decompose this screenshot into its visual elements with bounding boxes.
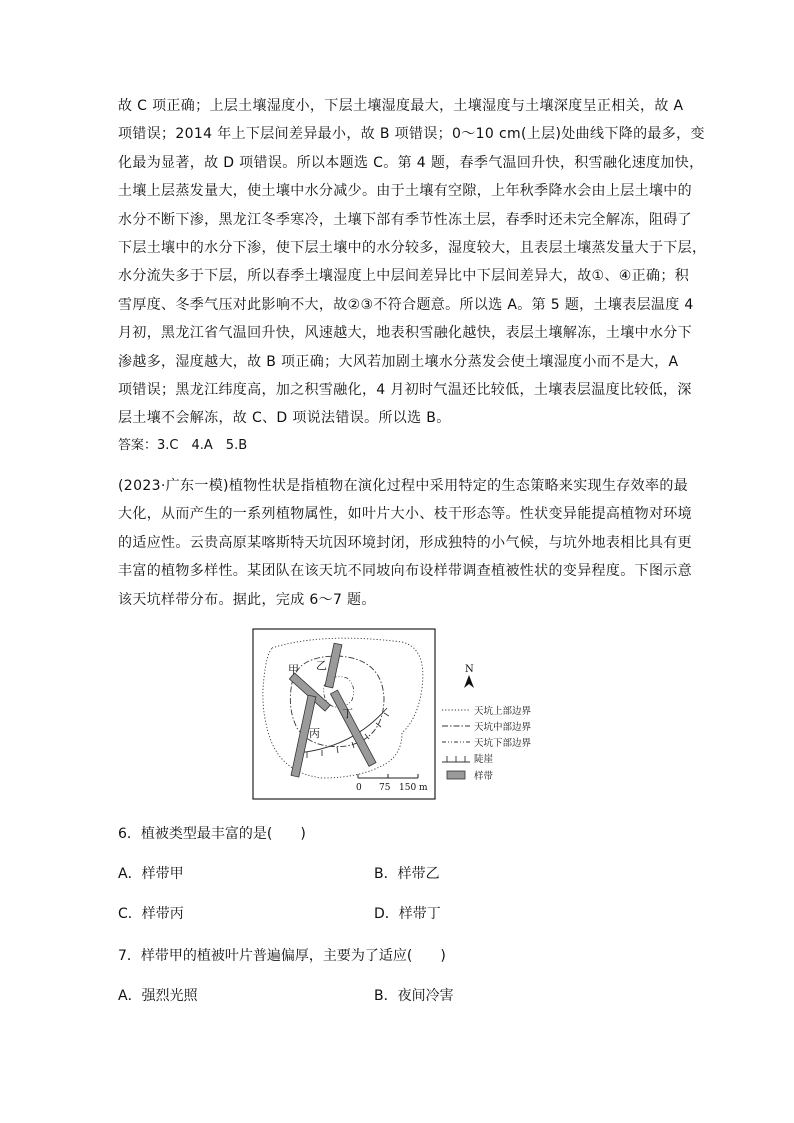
belt-label-bing: 丙 <box>309 727 320 740</box>
scale-label-75: 75 <box>379 783 391 793</box>
scale-label-150: 150 m <box>399 783 428 793</box>
text-line: 水分不断下渗，黑龙江冬季寒冷，土壤下部有季节性冻土层，春季时还未完全解冻，阻碍了 <box>118 211 692 228</box>
text-line: 水分流失多于下层，所以春季土壤湿度上中层间差异比中下层间差异大，故①、④正确；积 <box>118 268 690 285</box>
question-6-option-c[interactable]: C．样带丙 <box>118 906 184 922</box>
question-7-option-b[interactable]: B．夜间冷害 <box>374 988 454 1004</box>
legend-cliff: 陡崖 <box>474 754 494 765</box>
scale-bar <box>358 774 418 778</box>
answer-line <box>118 434 247 458</box>
belt-label-yi: 乙 <box>316 659 327 672</box>
question-7-option-a[interactable]: A．强烈光照 <box>118 988 198 1004</box>
belt-label-jia: 甲 <box>288 663 299 676</box>
text-line: 的适应性。云贵高原某喀斯特天坑因环境封闭，形成独特的小气候，与坑外地表相比具有更 <box>118 534 692 551</box>
belt-yi <box>325 643 342 688</box>
text-line: 雪厚度、冬季气压对此影响不大，故②③不符合题意。所以选 A。第 5 题，土壤表层温度 4 <box>118 296 694 313</box>
question-6-stem: 6．植被类型最丰富的是( ) <box>118 826 306 842</box>
text-line: 项错误；黑龙江纬度高，加之积雪融化，4 月初时气温还比较低，土壤表层温度比较低，深 <box>118 382 692 399</box>
text-line: 渗越多，湿度越大，故 B 项正确；大风若加剧土壤水分蒸发会使土壤湿度小而不是大，A <box>118 353 679 370</box>
text-line: 故 C 项正确；上层土壤湿度小，下层土壤湿度最大，土壤湿度与土壤深度呈正相关，故 A <box>118 98 684 114</box>
belt-ding <box>330 690 376 766</box>
text-line: 该天坑样带分布。据此，完成 6～7 题。 <box>118 591 376 608</box>
north-arrow-icon <box>464 675 474 688</box>
text-line: 项错误；2014 年上下层间差异最小，故 B 项错误；0～10 cm(上层)处曲线下降的最多，变 <box>118 126 705 143</box>
north-label: N <box>465 664 474 675</box>
text-line: 土壤上层蒸发量大，使土壤中水分减少。由于土壤有空隙，上年秋季降水会由上层土壤中的 <box>118 183 692 200</box>
legend-upper: 天坑上部边界 <box>474 706 532 717</box>
belt-label-ding: 丁 <box>342 707 353 720</box>
answer-label: 答案： <box>118 438 158 453</box>
answer-text: 3.C 4.A 5.B <box>157 438 248 453</box>
text-line: 层土壤不会解冻，故 C、D 项说法错误。所以选 B。 <box>118 410 451 427</box>
question-7-stem: 7．样带甲的植被叶片普遍偏厚，主要为了适应( ) <box>118 948 446 964</box>
question-6-option-b[interactable]: B．样带乙 <box>374 866 440 882</box>
text-line: 大化，从而产生的一系列植物属性，如叶片大小、枝干形态等。性状变异能提高植物对环境 <box>118 506 692 523</box>
scale-label-0: 0 <box>356 783 362 793</box>
text-line: 化最为显著，故 D 项错误。所以本题选 C。第 4 题，春季气温回升快，积雪融化速度加快， <box>118 154 704 171</box>
legend-belt: 样带 <box>474 771 494 782</box>
sinkhole-transect-map <box>252 628 557 800</box>
text-line: 月初，黑龙江省气温回升快，风速越大，地表积雪融化越快，表层土壤解冻，土壤中水分下 <box>118 325 692 342</box>
legend-middle: 天坑中部边界 <box>474 722 532 733</box>
question-passage <box>118 472 692 614</box>
legend-lower: 天坑下部边界 <box>474 738 532 749</box>
explanation-paragraph <box>118 92 707 433</box>
text-line: 丰富的植物多样性。某团队在该天坑不同坡向布设样带调查植被性状的变异程度。下图示意 <box>118 563 692 580</box>
question-6-option-d[interactable]: D．样带丁 <box>374 906 441 922</box>
question-6-option-a[interactable]: A．样带甲 <box>118 866 184 882</box>
text-line: (2023·广东一模)植物性状是指植物在演化过程中采用特定的生态策略来实现生存效率的最 <box>118 478 689 494</box>
legend <box>442 705 532 782</box>
text-line: 下层土壤中的水分下渗，使下层土壤中的水分较多，湿度较大，且表层土壤蒸发量大于下层， <box>118 240 707 257</box>
